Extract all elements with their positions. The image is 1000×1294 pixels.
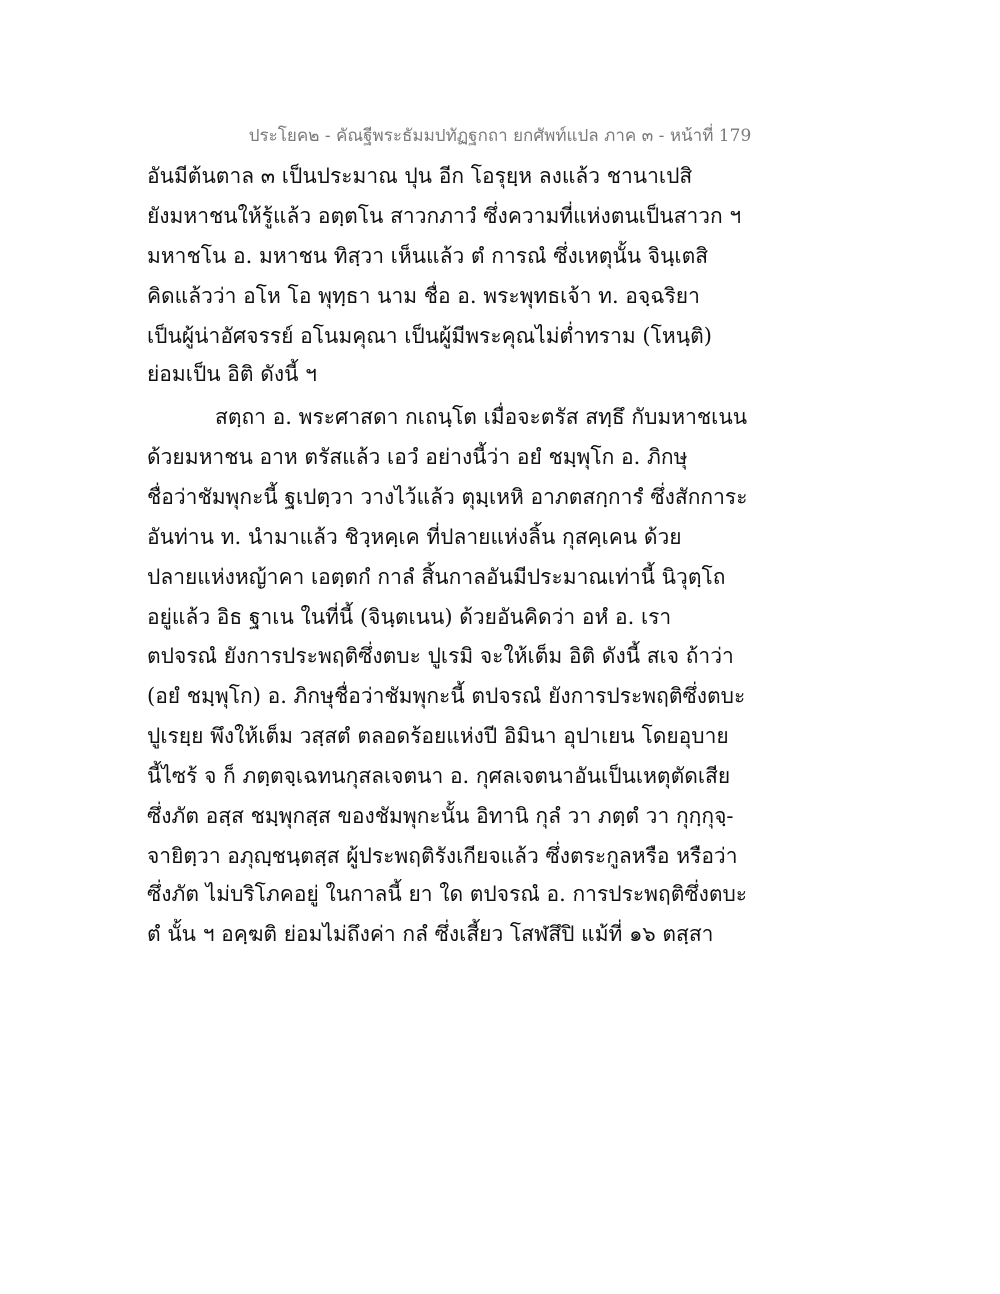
- text-line: ซึ่งภัต อสฺส ชมฺพุกสฺส ของชัมพุกะนั้น อิทานิ กุลํ วา ภตฺตํ วา กุกฺกุจฺ-: [147, 804, 734, 828]
- text-line: ด้วยมหาชน อาห ตรัสแล้ว เอวํ อย่างนี้ว่า อยํ ชมฺพุโก อ. ภิกษุ: [147, 445, 688, 469]
- text-line: อันมีต้นตาล ๓ เป็นประมาณ ปุน อีก โอรุยฺห ลงแล้ว ชานาเปสิ: [147, 164, 693, 188]
- text-line: อยู่แล้ว อิธ ฐาเน ในที่นี้ (จินฺตเนน) ด้วยอันคิดว่า อหํ อ. เรา: [147, 605, 672, 629]
- text-line: ปลายแห่งหญ้าคา เอตฺตกํ กาลํ สิ้นกาลอันมีประมาณเท่านี้ นิวุตฺโถ: [147, 565, 726, 589]
- text-line: อันท่าน ท. นำมาแล้ว ชิวฺหคฺเค ที่ปลายแห่งลิ้น กุสคฺเคน ด้วย: [147, 525, 682, 549]
- text-line: (อยํ ชมฺพุโก) อ. ภิกษุชื่อว่าชัมพุกะนี้ ตปจรณํ ยังการประพฤติซึ่งตบะ: [147, 684, 746, 708]
- text-line: ชื่อว่าชัมพุกะนี้ ฐเปตฺวา วางไว้แล้ว ตุมฺเหหิ อาภตสกฺการํ ซึ่งสักการะ: [147, 485, 748, 509]
- text-line: ตปจรณํ ยังการประพฤติซึ่งตบะ ปูเรมิ จะให้เต็ม อิติ ดังนี้ สเจ ถ้าว่า: [147, 644, 734, 668]
- page-header: ประโยค๒ - คัณฐีพระธัมมปทัฏฐกถา ยกศัพท์แปล ภาค ๓ - หน้าที่ 179: [248, 126, 752, 146]
- text-line: ปูเรยฺย พึงให้เต็ม วสฺสตํ ตลอดร้อยแห่งปี อิมินา อุปาเยน โดยอุบาย: [147, 724, 729, 748]
- text-line: คิดแล้วว่า อโห โอ พุทฺธา นาม ชื่อ อ. พระพุทธเจ้า ท. อจฺฉริยา: [147, 284, 700, 308]
- text-line: ย่อมเป็น อิติ ดังนี้ ฯ: [147, 362, 317, 386]
- text-line: ยังมหาชนให้รู้แล้ว อตฺตโน สาวกภาวํ ซึ่งความที่แห่งตนเป็นสาวก ฯ: [147, 204, 742, 228]
- text-line: มหาชโน อ. มหาชน ทิสฺวา เห็นแล้ว ตํ การณํ ซึ่งเหตุนั้น จินฺเตสิ: [147, 244, 709, 268]
- text-line: จายิตฺวา อภุญฺชนฺตสฺส ผู้ประพฤติรังเกียจแล้ว ซึ่งตระกูลหรือ หรือว่า: [147, 844, 738, 868]
- text-line: สตฺถา อ. พระศาสดา กเถนฺโต เมื่อจะตรัส สทฺธึ กับมหาชเนน: [215, 405, 748, 429]
- text-line: นี้ไซร้ จ ก็ ภตฺตจฺเฉทนกุสลเจตนา อ. กุศลเจตนาอันเป็นเหตุตัดเสีย: [147, 764, 731, 788]
- text-line: ตํ นั้น ฯ อคฺฆติ ย่อมไม่ถึงค่า กลํ ซึ่งเสี้ยว โสฬสึปิ แม้ที่ ๑๖ ตสฺสา: [147, 922, 714, 946]
- text-line: เป็นผู้น่าอัศจรรย์ อโนมคุณา เป็นผู้มีพระคุณไม่ต่ำทราม (โหนฺติ): [147, 324, 712, 348]
- text-line: ซึ่งภัต ไม่บริโภคอยู่ ในกาลนี้ ยา ใด ตปจรณํ อ. การประพฤติซึ่งตบะ: [147, 882, 748, 906]
